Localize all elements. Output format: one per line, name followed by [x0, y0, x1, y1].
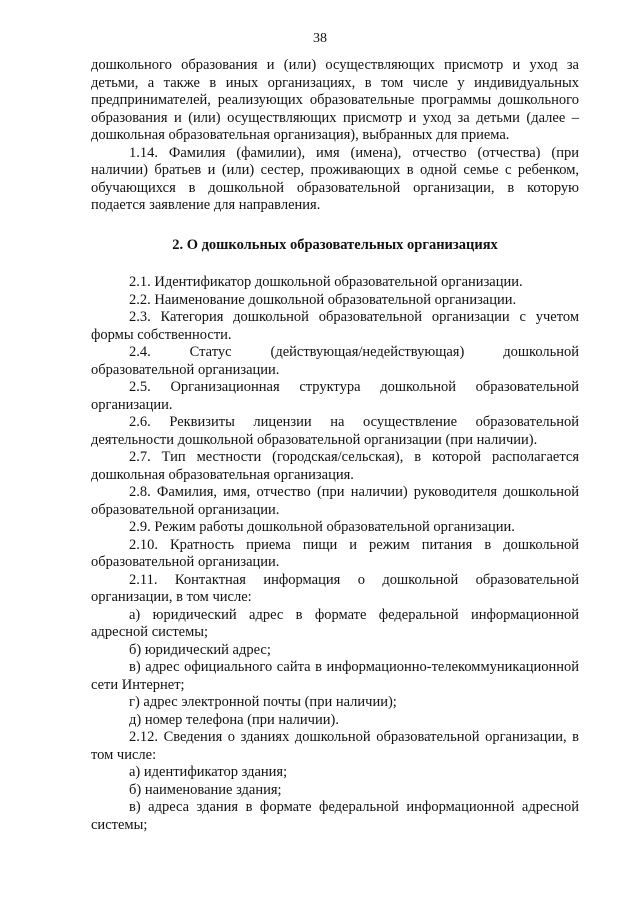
paragraph-2-8: 2.8. Фамилия, имя, отчество (при наличии) руководителя дошкольной образовательной организации.	[91, 484, 579, 518]
paragraph-2-7: 2.7. Тип местности (городская/сельская), в которой располагается дошкольная образовательная организация.	[91, 449, 579, 483]
list-item-2-11-d: г) адрес электронной почты (при наличии);	[129, 694, 397, 710]
paragraph-2-4: 2.4. Статус (действующая/недействующая) дошкольной образовательной организации.	[91, 344, 579, 378]
paragraph-2-5: 2.5. Организационная структура дошкольной образовательной организации.	[91, 379, 579, 413]
paragraph-2-11: 2.11. Контактная информация о дошкольной образовательной организации, в том числе:	[91, 571, 579, 605]
section-heading: 2. О дошкольных образовательных организациях	[172, 236, 498, 253]
paragraph-2-3: 2.3. Категория дошкольной образовательной организации с учетом формы собственности.	[91, 309, 579, 343]
paragraph-1-14: 1.14. Фамилия (фамилии), имя (имена), отчество (отчества) (при наличии) братьев и (или) сестер, проживающих в одной семье с ребенком, обучающихся в дошкольной образовательной организации, в которую подается заявление для направления.	[91, 144, 579, 213]
paragraph-2-9: 2.9. Режим работы дошкольной образовательной организации.	[129, 519, 515, 535]
intro-paragraph: дошкольного образования и (или) осуществляющих присмотр и уход за детьми, а также в иных организациях, в том числе у индивидуальных предпринимателей, реализующих образовательные программы дошкольного образования и (или) осуществляющих присмотр и уход за детьми (далее – дошкольная образовательная организация), выбранных для приема.	[91, 57, 579, 143]
list-item-2-12-a: а) идентификатор здания;	[129, 764, 288, 780]
paragraph-2-10: 2.10. Кратность приема пищи и режим питания в дошкольной образовательной организации.	[91, 536, 579, 570]
paragraph-2-12: 2.12. Сведения о зданиях дошкольной образовательной организации, в том числе:	[91, 729, 579, 763]
list-item-2-11-c: в) адрес официального сайта в информационно-телекоммуникационной сети Интернет;	[91, 659, 579, 693]
list-item-2-12-b: б) наименование здания;	[129, 781, 282, 798]
paragraph-2-1: 2.1. Идентификатор дошкольной образовательной организации.	[129, 274, 523, 290]
list-item-2-11-e: д) номер телефона (при наличии).	[129, 711, 339, 728]
list-item-2-11-a: а) юридический адрес в формате федеральной информационной адресной системы;	[91, 606, 579, 640]
paragraph-2-2: 2.2. Наименование дошкольной образовательной организации.	[129, 291, 517, 308]
page-number: 38	[313, 31, 327, 46]
paragraph-2-6: 2.6. Реквизиты лицензии на осуществление образовательной деятельности дошкольной образовательной организации (при наличии).	[91, 414, 579, 448]
list-item-2-11-b: б) юридический адрес;	[129, 641, 271, 658]
document-body	[91, 57, 579, 834]
list-item-2-12-c: в) адреса здания в формате федеральной информационной адресной системы;	[91, 799, 579, 833]
